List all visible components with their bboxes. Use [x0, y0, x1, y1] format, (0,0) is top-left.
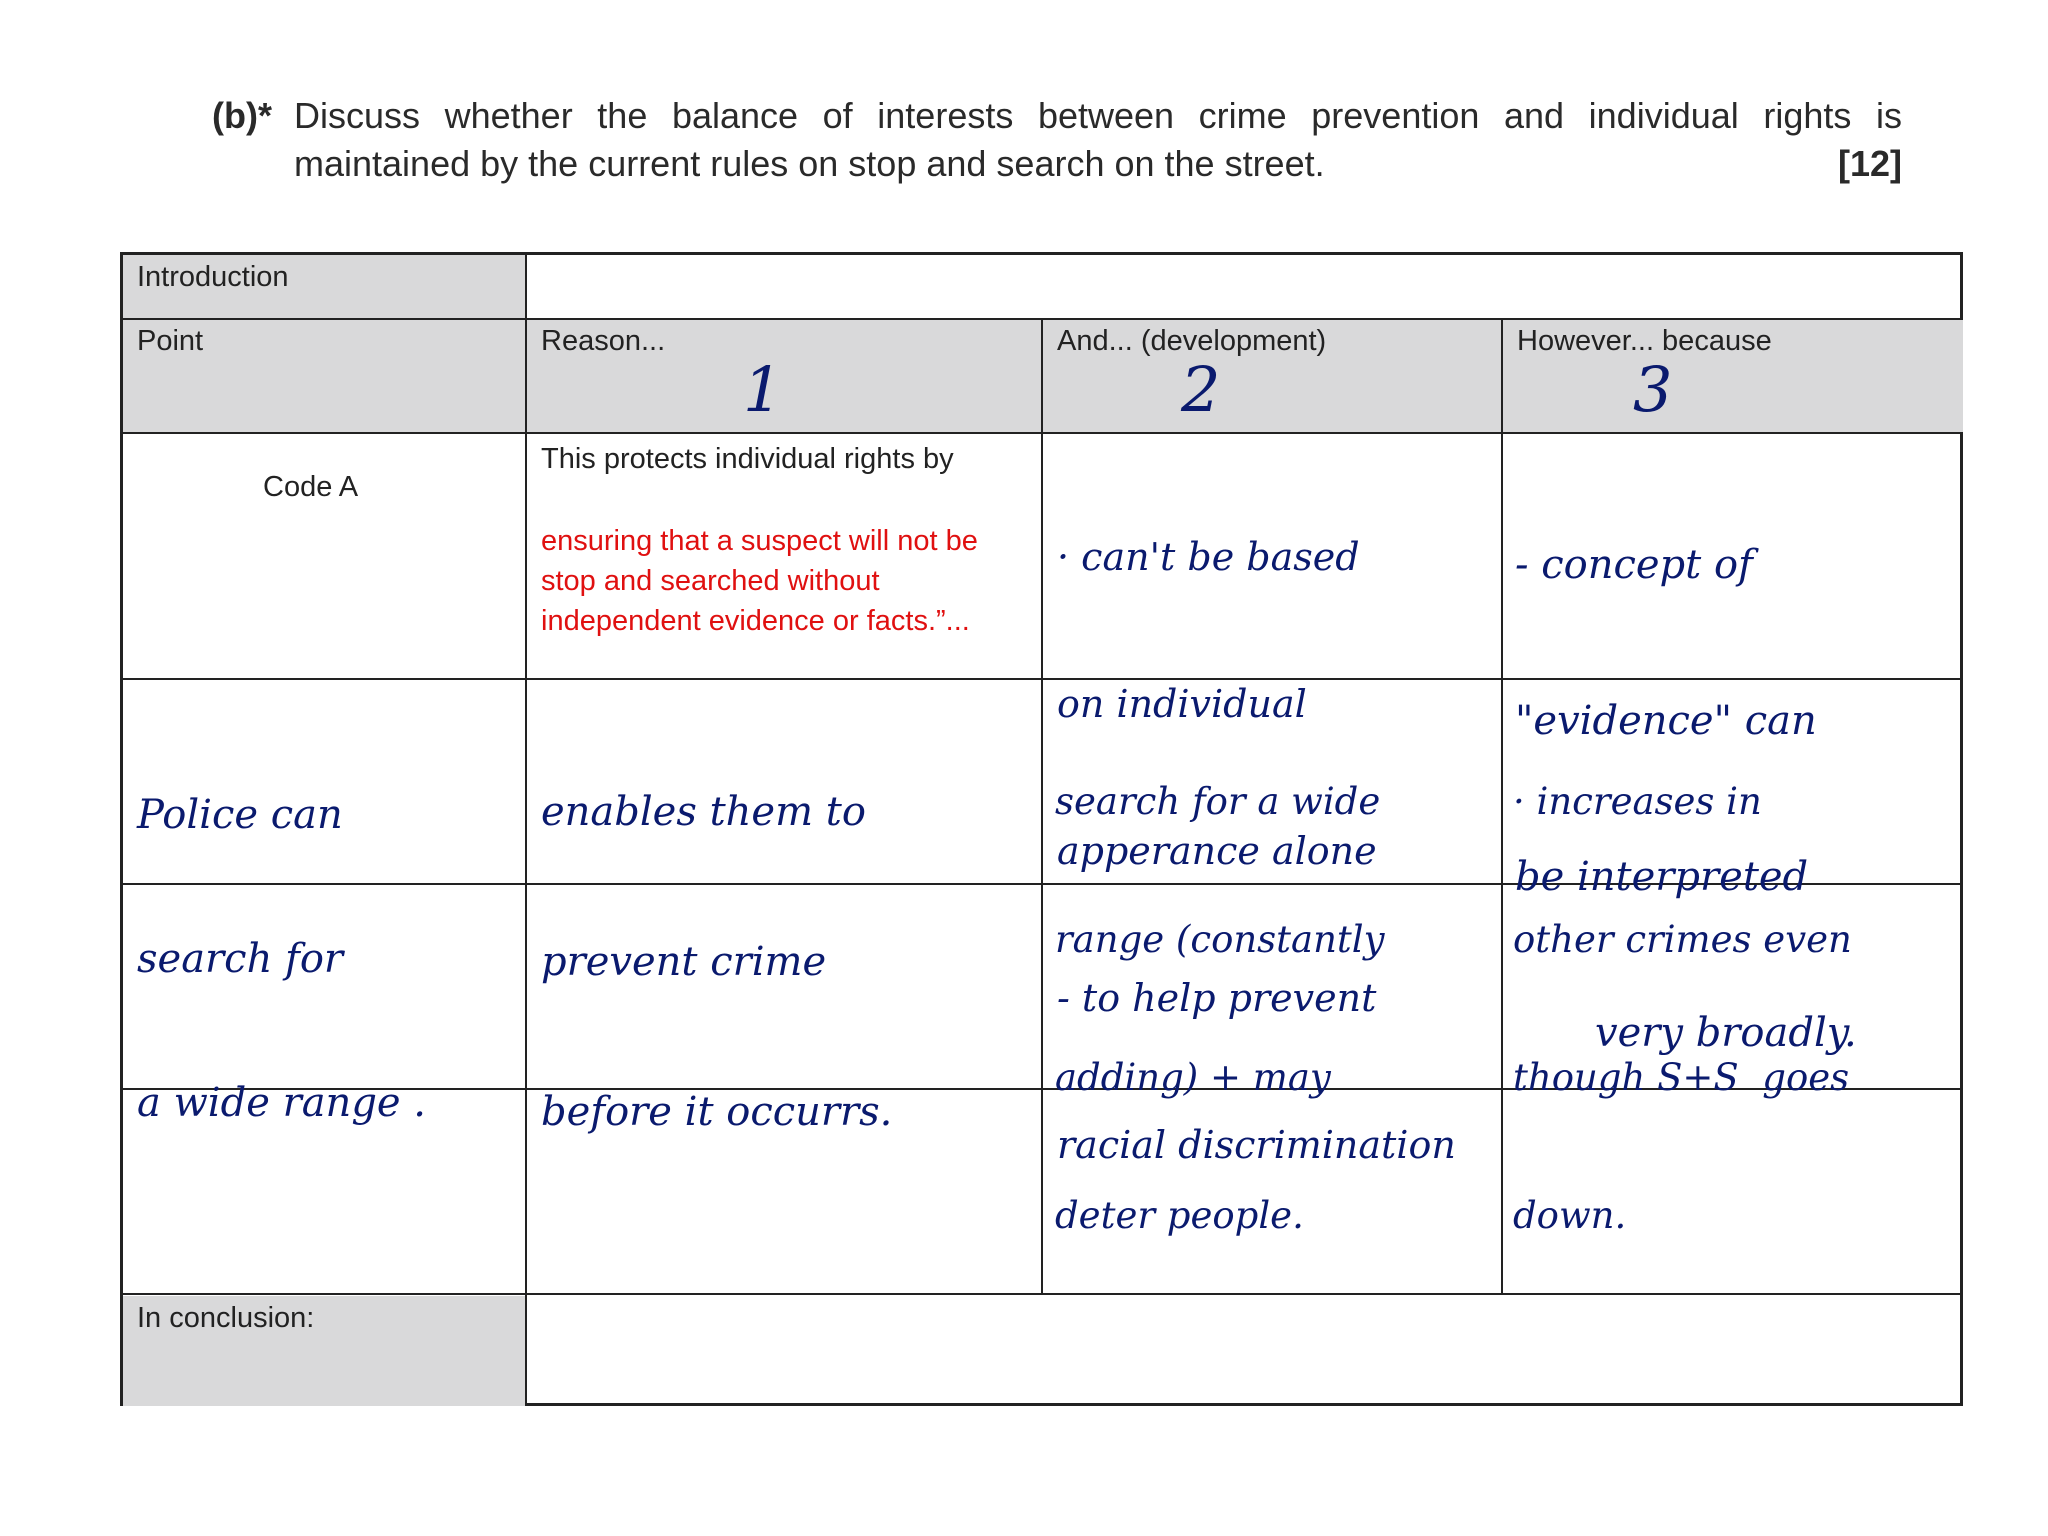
header-however: [1503, 319, 1963, 433]
handwritten-line: be interpreted: [1515, 854, 1809, 900]
row1-reason: [527, 433, 1041, 647]
row4-point-cell[interactable]: [123, 1090, 525, 1293]
handwritten-line: search for a wide: [1055, 780, 1381, 823]
question-line-1: Discuss whether the balance of interests between crime prevention and individual rights is: [294, 95, 1902, 136]
handwritten-line: range (constantly: [1055, 918, 1385, 961]
handwritten-line: deter people.: [1055, 1194, 1304, 1237]
handwritten-line: other crimes even: [1513, 918, 1852, 961]
handwritten-line: search for: [137, 936, 344, 982]
header-reason-label: Reason...: [541, 325, 666, 357]
handwritten-line: - concept of: [1515, 542, 1753, 588]
question-label: (b)*: [212, 95, 272, 136]
handwritten-line: a wide range .: [137, 1080, 427, 1126]
question-marks: [12]: [1837, 143, 1902, 184]
row3-however-cell[interactable]: [1503, 885, 1961, 1088]
introduction-label-cell: [123, 255, 527, 319]
header-reason: [527, 319, 1043, 433]
handwritten-line: · can't be based: [1057, 535, 1360, 579]
handwritten-line: prevent crime: [541, 939, 827, 985]
row1-reason-red-line: stop and searched without: [541, 565, 880, 597]
handwritten-number-3: 3: [1633, 353, 1673, 426]
conclusion-answer-cell[interactable]: [527, 1295, 1961, 1405]
row4-reason-cell[interactable]: [527, 1090, 1041, 1293]
handwritten-line: on individual: [1057, 682, 1307, 726]
handwritten-line: before it occurrs.: [541, 1089, 893, 1135]
header-and: [1043, 319, 1503, 433]
row1-reason-red-line: independent evidence or facts.”...: [541, 605, 970, 637]
handwritten-line: enables them to: [541, 789, 866, 835]
conclusion-label-cell: [123, 1296, 527, 1406]
handwritten-line: though S+S goes: [1513, 1056, 1850, 1099]
handwritten-line: - to help prevent: [1057, 976, 1377, 1020]
grid-line: [123, 432, 1963, 434]
question-line-2: maintained by the current rules on stop and search on the street.: [294, 143, 1325, 184]
handwritten-line: very broadly.: [1595, 1010, 1857, 1056]
row1-reason-red-line: ensuring that a suspect will not be: [541, 525, 978, 557]
header-point: [123, 319, 527, 433]
handwritten-number-1: 1: [743, 353, 783, 426]
handwritten-line: "evidence" can: [1515, 698, 1817, 744]
handwritten-line: · increases in: [1513, 780, 1762, 823]
row4-and-cell[interactable]: [1043, 1090, 1501, 1293]
row1-reason-intro: This protects individual rights by: [541, 443, 954, 475]
handwritten-line: down.: [1513, 1194, 1627, 1237]
handwritten-line: adding) + may: [1055, 1056, 1331, 1099]
handwritten-number-2: 2: [1181, 353, 1221, 426]
essay-plan-table: [120, 252, 1963, 1406]
row3-and-cell[interactable]: [1043, 885, 1501, 1088]
handwritten-line: apperance alone: [1057, 829, 1377, 873]
handwritten-line: racial discrimination: [1057, 1123, 1456, 1167]
header-and-label: And... (development): [1057, 325, 1327, 357]
conclusion-label: In conclusion:: [137, 1302, 315, 1334]
header-however-label: However... because: [1517, 325, 1772, 357]
introduction-label: Introduction: [137, 261, 289, 293]
introduction-answer-cell[interactable]: [527, 255, 1963, 319]
handwritten-line: Police can: [137, 792, 343, 838]
row4-however-cell[interactable]: [1503, 1090, 1961, 1293]
row3-reason-cell[interactable]: [527, 885, 1041, 1088]
row3-point-cell[interactable]: [123, 885, 525, 1088]
grid-line: [123, 318, 1963, 320]
header-point-label: Point: [137, 325, 204, 357]
row1-point: Code A: [263, 471, 359, 503]
